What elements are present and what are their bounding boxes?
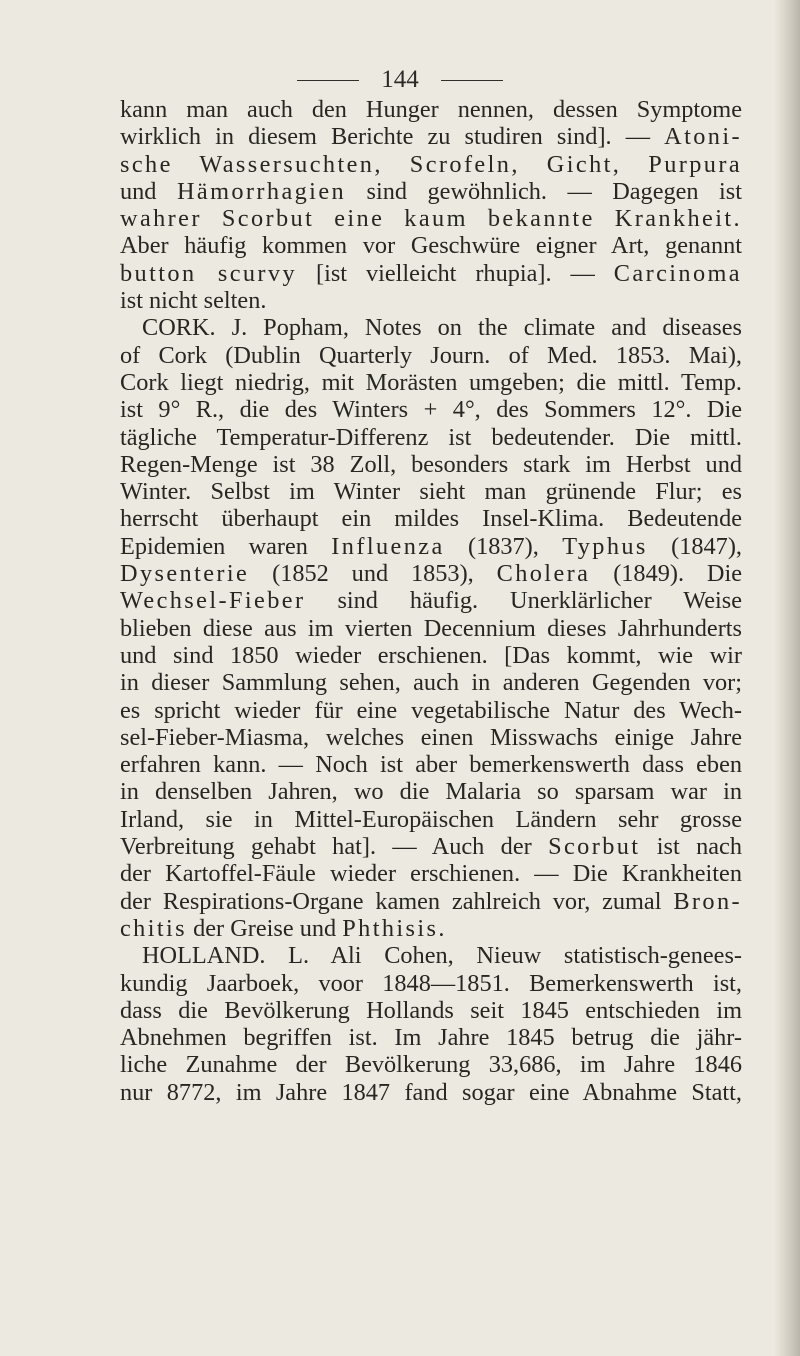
- text-line: wirklich in diesem Berichte zu studiren sind]. — Atoni-: [120, 123, 742, 151]
- text-line: und Hämorrhagien sind gewöhnlich. — Dagegen ist: [120, 177, 742, 205]
- text-line: ist 9° R., die des Winters + 4°, des Sommers 12°. Die: [120, 396, 742, 424]
- text-line: der Kartoffel-Fäule wieder erschienen. — Die Krankheiten: [120, 860, 742, 888]
- section-heading-line: HOLLAND. L. Ali Cohen, Nieuw statistisch-genees-: [142, 942, 742, 970]
- text-line: erfahren kann. — Noch ist aber bemerkenswerth dass eben: [120, 751, 742, 779]
- text-line: nur 8772, im Jahre 1847 fand sogar eine Abnahme Statt,: [120, 1078, 742, 1106]
- text-line: sche Wassersuchten, Scrofeln, Gicht, Purpura: [120, 150, 742, 178]
- text-line: chitis der Greise und Phthisis.: [120, 914, 445, 942]
- section-heading-line: CORK. J. Popham, Notes on the climate and diseases: [142, 314, 742, 342]
- page-edge-shadow: [774, 0, 800, 1356]
- text-line: Abnehmen begriffen ist. Im Jahre 1845 betrug die jähr-: [120, 1024, 742, 1052]
- text-line: dass die Bevölkerung Hollands seit 1845 entschieden im: [120, 996, 742, 1024]
- text-line: kann man auch den Hunger nennen, dessen Symptome: [120, 96, 742, 123]
- text-line: liche Zunahme der Bevölkerung 33,686, im Jahre 1846: [120, 1051, 742, 1079]
- header-rule-right: [441, 80, 503, 81]
- text-line: Regen-Menge ist 38 Zoll, besonders stark im Herbst und: [120, 450, 742, 478]
- text-line: Cork liegt niedrig, mit Morästen umgeben; die mittl. Temp.: [120, 368, 742, 396]
- text-line: der Respirations-Organe kamen zahlreich vor, zumal Bron-: [120, 887, 742, 915]
- text-line: blieben diese aus im vierten Decennium dieses Jahrhunderts: [120, 614, 742, 642]
- text-line: Irland, sie in Mittel-Europäischen Ländern sehr grosse: [120, 805, 742, 833]
- page-header: [0, 66, 800, 94]
- text-line: sel-Fieber-Miasma, welches einen Misswachs einige Jahre: [120, 723, 742, 751]
- text-line: wahrer Scorbut eine kaum bekannte Krankheit.: [120, 205, 742, 233]
- text-line: es spricht wieder für eine vegetabilische Natur des Wech-: [120, 696, 742, 724]
- text-line: Verbreitung gehabt hat]. — Auch der Scorbut ist nach: [120, 833, 742, 861]
- text-line: Winter. Selbst im Winter sieht man grünende Flur; es: [120, 478, 742, 506]
- page-number: 144: [381, 66, 419, 93]
- text-line: Epidemien waren Influenza (1837), Typhus (1847),: [120, 532, 742, 560]
- text-line: und sind 1850 wieder erschienen. [Das kommt, wie wir: [120, 641, 742, 669]
- text-line: herrscht überhaupt ein mildes Insel-Klima. Bedeutende: [120, 505, 742, 533]
- text-line: tägliche Temperatur-Differenz ist bedeutender. Die mittl.: [120, 423, 742, 451]
- text-line: in dieser Sammlung sehen, auch in anderen Gegenden vor;: [120, 669, 742, 697]
- body-text: [120, 96, 742, 1106]
- text-line: kundig Jaarboek, voor 1848—1851. Bemerkenswerth ist,: [120, 969, 742, 997]
- text-line: Wechsel-Fieber sind häufig. Unerklärlicher Weise: [120, 587, 742, 615]
- text-line: ist nicht selten.: [120, 287, 267, 315]
- text-line: Aber häufig kommen vor Geschwüre eigner Art, genannt: [120, 232, 742, 260]
- header-rule-left: [297, 80, 359, 81]
- text-line: button scurvy [ist vielleicht rhupia]. — Carcinoma: [120, 259, 742, 287]
- text-line: of Cork (Dublin Quarterly Journ. of Med. 1853. Mai),: [120, 341, 742, 369]
- text-line: Dysenterie (1852 und 1853), Cholera (1849). Die: [120, 560, 742, 588]
- text-line: in denselben Jahren, wo die Malaria so sparsam war in: [120, 778, 742, 806]
